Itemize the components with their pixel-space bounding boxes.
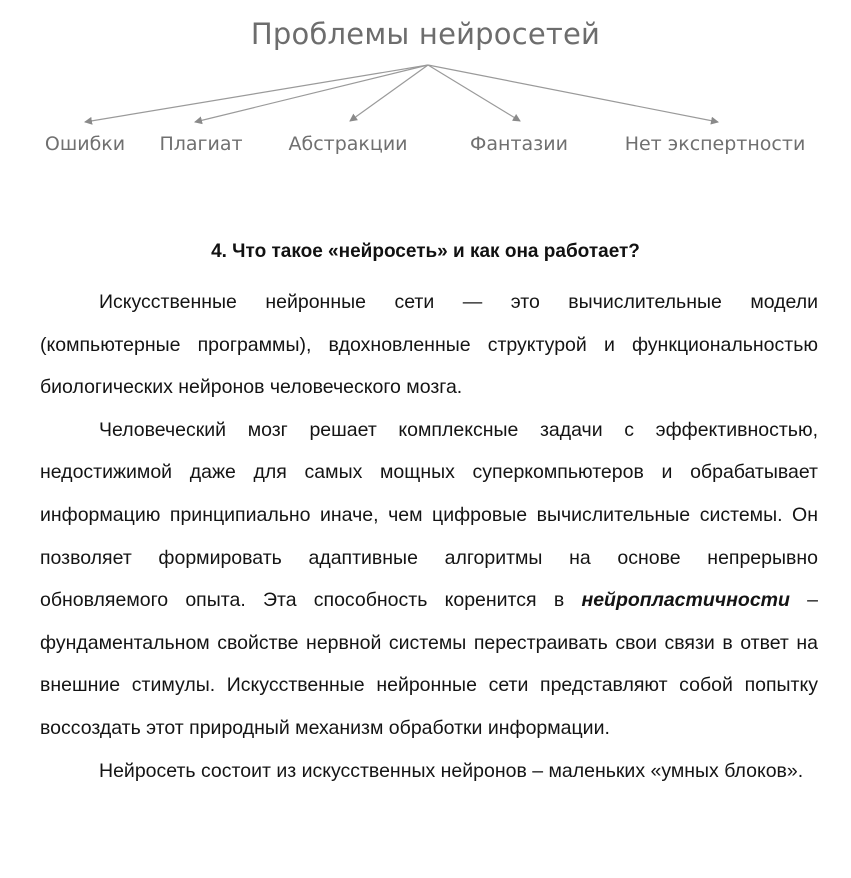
branch-label-plagiarism: Плагиат — [159, 133, 243, 155]
problems-diagram — [0, 0, 851, 175]
branch-label-errors: Ошибки — [44, 133, 126, 155]
arrow-to-abstractions — [350, 65, 428, 121]
branch-label-no-expertise: Нет экспертности — [624, 133, 806, 155]
branch-label-fantasies: Фантазии — [470, 133, 568, 155]
branch-label-abstractions: Абстракции — [288, 133, 408, 155]
diagram-title: Проблемы нейросетей — [250, 17, 601, 51]
paragraph-3: Нейросеть состоит из искусственных нейронов – маленьких «умных блоков». — [99, 759, 804, 782]
arrow-to-no-expertise — [428, 65, 718, 122]
arrow-to-plagiarism — [195, 65, 428, 122]
arrow-to-errors — [85, 65, 428, 122]
arrow-to-fantasies — [428, 65, 520, 121]
section-heading: 4. Что такое «нейросеть» и как она работает? — [211, 241, 640, 262]
term-neuroplasticity: нейропластичности — [581, 589, 790, 612]
paragraph-2 — [40, 409, 818, 750]
paragraph-2-rest: – фундаментальном свойстве нервной системы перестраивать свои связи в ответ на внешние стимулы. Искусственные нейронные сети представляют собой попытку воссоздать этот природный механизм обработки информации. — [40, 589, 819, 739]
paragraph-2-text: Человеческий мозг решает комплексные задачи с эффективностью, недостижимой даже для самых мощных суперкомпьютеров и обрабатывает информацию принципиально иначе, чем цифровые вычислительные системы. Он позволяет формировать адаптивные алгоритмы на основе непрерывно обновляемого опыта. Эта способность коренится в — [40, 418, 818, 612]
paragraph-1: Искусственные нейронные сети — это вычислительные модели (компьютерные программы), вдохновленные структурой и функциональностью биологических нейронов человеческого мозга. — [40, 291, 818, 399]
section-body — [40, 281, 818, 792]
